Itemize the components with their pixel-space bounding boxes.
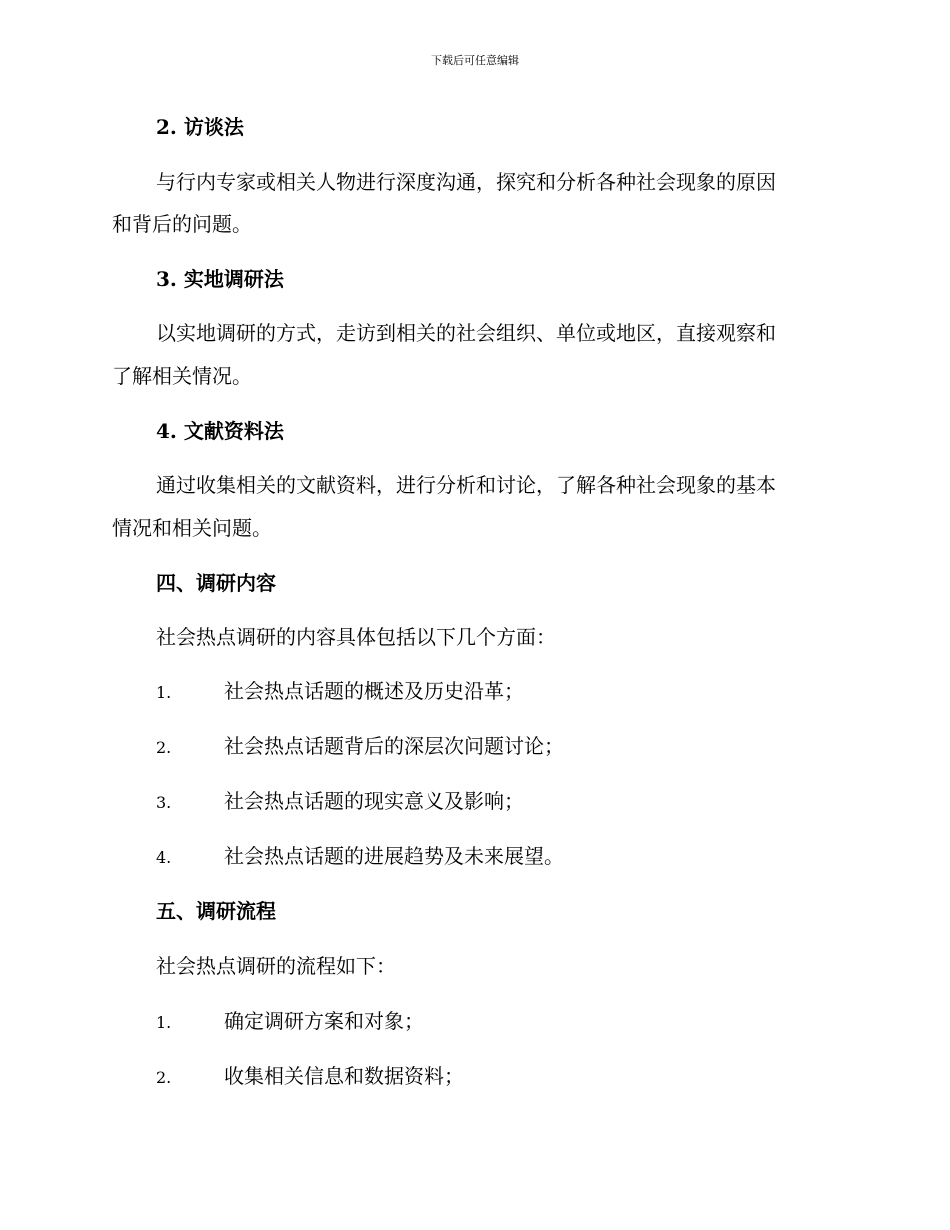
paragraph-literature-line-1: 通过收集相关的文献资料，进行分析和讨论，了解各种社会现象的基本 [156,473,776,497]
list-item [156,835,876,879]
list-item-text: 收集相关信息和数据资料； [224,1064,464,1088]
list-item-number: 1. [156,1013,172,1032]
paragraph-field-line-1: 以实地调研的方式，走访到相关的社会组织、单位或地区，直接观察和 [156,321,776,345]
list-item-number: 2. [156,738,172,757]
list-item-number: 4. [156,848,172,867]
list-item-text: 社会热点话题的概述及历史沿革； [224,679,524,703]
paragraph-field-line-2: 了解相关情况。 [112,364,252,388]
list-item-number: 3. [156,793,172,812]
heading-research-content: 四、调研内容 [156,571,276,595]
heading-field-research-method: 3. 实地调研法 [156,267,284,291]
list-item-text: 社会热点话题的现实意义及影响； [224,789,524,813]
heading-interview-method: 2. 访谈法 [156,115,244,139]
page-header: 下载后可任意编辑 [431,54,519,67]
list-item-text: 确定调研方案和对象； [224,1009,424,1033]
paragraph-content-intro: 社会热点调研的内容具体包括以下几个方面： [156,625,556,649]
list-item [156,780,876,824]
list-item [156,1000,876,1044]
heading-research-process: 五、调研流程 [156,899,276,923]
list-item-text: 社会热点话题背后的深层次问题讨论； [224,734,564,758]
paragraph-literature-line-2: 情况和相关问题。 [112,516,272,540]
heading-literature-method: 4. 文献资料法 [156,419,284,443]
list-item-text: 社会热点话题的进展趋势及未来展望。 [224,844,564,868]
paragraph-interview-line-1: 与行内专家或相关人物进行深度沟通，探究和分析各种社会现象的原因 [156,170,776,194]
list-item-number: 2. [156,1068,172,1087]
paragraph-process-intro: 社会热点调研的流程如下： [156,954,396,978]
list-item-number: 1. [156,683,172,702]
paragraph-interview-line-2: 和背后的问题。 [112,212,252,236]
list-item [156,1055,876,1099]
list-item [156,670,876,714]
list-item [156,725,876,769]
